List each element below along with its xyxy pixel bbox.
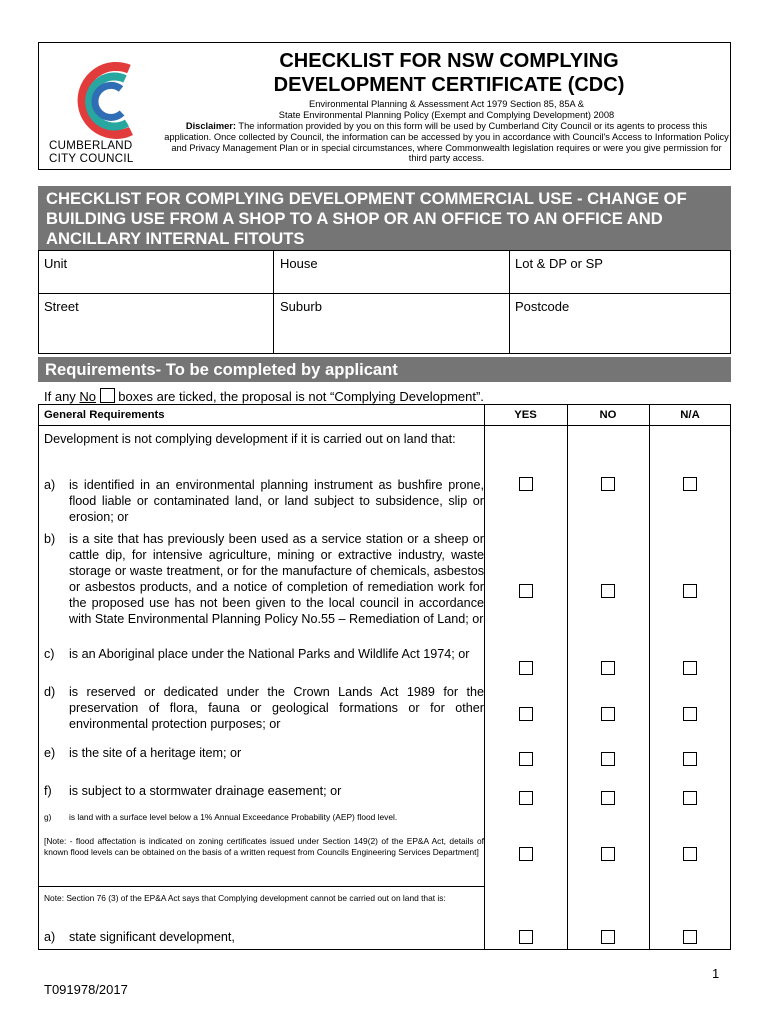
col-general: General Requirements [44, 409, 165, 421]
checkbox-yes-row2[interactable] [519, 584, 533, 598]
item-text: is a site that has previously been used as a service station or a sheep or cattle dip, for intensive agriculture, mining or extractive industry, waste storage or waste treatment, or for the manufacture of chemicals, asbestos or asbestos products, and a notice of completion of remediation work for the proposed use has not been given to the local council in accordance with State Environmental Planning Policy No.55 – Remediation of Land; or [69, 532, 484, 626]
checkbox-yes-row7[interactable] [519, 847, 533, 861]
note-no: No [79, 389, 97, 404]
col-na: N/A [680, 409, 700, 421]
item-f [44, 783, 484, 799]
checkbox-na-row3[interactable] [683, 661, 697, 675]
checkbox-na-row7[interactable] [683, 847, 697, 861]
item-label: b) [44, 532, 56, 546]
disclaimer-label: Disclaimer: [185, 121, 237, 131]
checkbox-na-row5[interactable] [683, 752, 697, 766]
disclaimer-text: The information provided by you on this form will be used by Cumberland City Council or its agents to process this application. Once collected by Council, the information can be accessed by you in accordance with Council's Access to Information Policy and Privacy Management Plan or in special circumstances, where Commonwealth legislation requires or were you give permission for third party access. [164, 121, 729, 164]
checkbox-no-row6[interactable] [601, 791, 615, 805]
checkbox-yes-row8[interactable] [519, 930, 533, 944]
item-label: g) [44, 812, 52, 822]
street-field[interactable]: Street [44, 299, 79, 314]
section1-title: CHECKLIST FOR COMPLYING DEVELOPMENT COMMERCIAL USE - CHANGE OF BUILDING USE FROM A SHOP TO A SHOP OR AN OFFICE TO AN OFFICE AND ANCILLARY INTERNAL FITOUTS [38, 186, 731, 250]
house-field[interactable]: House [280, 256, 318, 271]
checkbox-yes-row3[interactable] [519, 661, 533, 675]
checkbox-yes-row6[interactable] [519, 791, 533, 805]
title-line2: DEVELOPMENT CERTIFICATE (CDC) [273, 74, 625, 96]
item-label: d) [44, 685, 56, 699]
item-label: a) [44, 930, 56, 944]
item-label: f) [44, 784, 52, 798]
title-line1: CHECKLIST FOR NSW COMPLYING [279, 50, 619, 72]
checkbox-no-row1[interactable] [601, 477, 615, 491]
checkbox-no-row2[interactable] [601, 584, 615, 598]
col-yes: YES [514, 409, 537, 421]
checkbox-na-row4[interactable] [683, 707, 697, 721]
act-line2: State Environmental Planning Policy (Exempt and Complying Development) 2008 [278, 110, 615, 120]
checkbox-yes-row1[interactable] [519, 477, 533, 491]
item-b [44, 531, 484, 627]
checkbox-na-row1[interactable] [683, 477, 697, 491]
col-no: NO [599, 409, 617, 421]
page-title [179, 49, 719, 97]
checkbox-no-row5[interactable] [601, 752, 615, 766]
item-text: is subject to a stormwater drainage easement; or [69, 784, 342, 798]
disclaimer [164, 121, 729, 164]
note-after: boxes are ticked, the proposal is not “Complying Development”. [114, 389, 484, 404]
doc-reference: T091978/2017 [44, 982, 128, 997]
checkbox-yes-row4[interactable] [519, 707, 533, 721]
note-before: If any [44, 389, 80, 404]
intro-text: Development is not complying development if it is carried out on land that: [44, 432, 456, 446]
unit-field[interactable]: Unit [44, 256, 68, 271]
page-number: 1 [712, 966, 720, 981]
checkbox-yes-row5[interactable] [519, 752, 533, 766]
no-box-icon [100, 388, 115, 403]
section76-note: Note: Section 76 (3) of the EP&A Act says that Complying development cannot be carried out on land that is: [44, 893, 446, 903]
flood-note: [Note: - flood affectation is indicated on zoning certificates issued under Section 149(2) of the EP&A Act, details of known flood levels can be obtained on the basis of a written request from Councils Engineering Services Department] [44, 836, 484, 857]
item-text: is an Aboriginal place under the National Parks and Wildlife Act 1974; or [69, 647, 470, 661]
checkbox-na-row6[interactable] [683, 791, 697, 805]
item-c [44, 646, 484, 662]
item-g [44, 812, 484, 823]
section2-title: Requirements- To be completed by applicant [38, 357, 731, 382]
lot-dp-field[interactable]: Lot & DP or SP [515, 256, 603, 271]
item-label: c) [44, 647, 55, 661]
act-line1: Environmental Planning & Assessment Act 1979 Section 85, 85A & [309, 99, 584, 109]
checkbox-no-row7[interactable] [601, 847, 615, 861]
checkbox-no-row4[interactable] [601, 707, 615, 721]
suburb-field[interactable]: Suburb [280, 299, 322, 314]
logo-text-line1: CUMBERLAND [49, 140, 133, 152]
item-d [44, 684, 484, 732]
item-label: e) [44, 746, 56, 760]
postcode-field[interactable]: Postcode [515, 299, 570, 314]
item-text: is reserved or dedicated under the Crown Lands Act 1989 for the preservation of flora, fauna or geological formations or for other environmental protection purposes; or [69, 685, 484, 731]
checkbox-no-row8[interactable] [601, 930, 615, 944]
item-text: is land with a surface level below a 1% Annual Exceedance Probability (AEP) flood level. [69, 812, 398, 822]
ticked-note [44, 386, 484, 404]
checkbox-na-row8[interactable] [683, 930, 697, 944]
checkbox-no-row3[interactable] [601, 661, 615, 675]
item-text: state significant development, [69, 930, 235, 944]
header-box [38, 42, 731, 170]
item-label: a) [44, 478, 56, 492]
item-last [44, 929, 484, 945]
logo-text-line2: CITY COUNCIL [49, 153, 134, 165]
item-a [44, 477, 484, 525]
item-e [44, 745, 484, 761]
checkbox-na-row2[interactable] [683, 584, 697, 598]
item-text: is the site of a heritage item; or [69, 746, 242, 760]
address-grid [38, 250, 731, 354]
item-text: is identified in an environmental planning instrument as bushfire prone, flood liable or contaminated land, or land subject to subsidence, slip or erosion; or [69, 478, 484, 524]
